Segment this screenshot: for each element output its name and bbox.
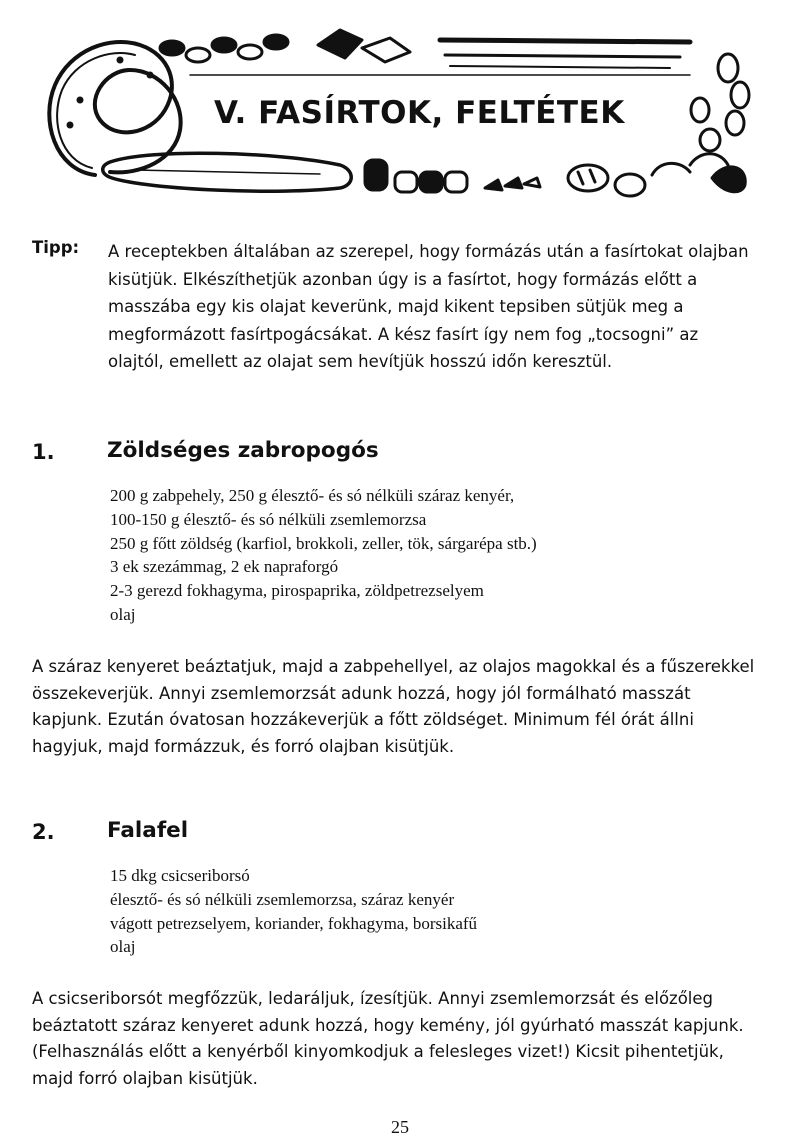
ingredient-item: élesztő- és só nélküli zsemlemorzsa, száraz kenyér [110, 889, 455, 909]
ingredient-list [110, 484, 537, 627]
crackers-icon [318, 30, 410, 62]
tip-label: Tipp: [32, 238, 80, 257]
ingredient-list [110, 864, 477, 959]
ingredient-item: 100-150 g élesztő- és só nélküli zsemlemorzsa [110, 509, 427, 529]
ingredient-item: 2-3 gerezd fokhagyma, pirospaprika, zöldpetrezselyem [110, 581, 484, 601]
ingredient-item: 15 dkg csicseriborsó [110, 866, 250, 885]
biscuits-icon [485, 178, 540, 190]
ingredient-item: 3 ek szezámmag, 2 ek napraforgó [110, 557, 339, 577]
ingredient-item: 200 g zabpehely, 250 g élesztő- és só nélküli száraz kenyér, [110, 486, 515, 505]
ingredient-item: olaj [110, 604, 136, 624]
recipe-number: 2. [32, 820, 55, 844]
recipe-number: 1. [32, 440, 55, 464]
method-text: A száraz kenyeret beáztatjuk, majd a zabpehellyel, az olajos magokkal és a fűszerekkel összekeverjük. Annyi zsemlemorzsát adunk hozzá, hogy jól formálható masszát kapjunk. Ezután óvatosan hozzákeverjük a főtt zöldséget. Minimum fél órát állni hagyjuk, majd formázzuk, és forró olajban kisütjük. [32, 657, 755, 756]
ingredient-item: olaj [110, 937, 136, 957]
ingredient-item: vágott petrezselyem, koriander, fokhagyma, borsikafű [110, 913, 478, 933]
chapter-title: V. FASÍRTOK, FELTÉTEK [214, 95, 625, 131]
ingredient-item: 250 g főtt zöldség (karfiol, brokkoli, zeller, tök, sárgarépa stb.) [110, 533, 537, 553]
sausage-chain-icon [690, 54, 749, 192]
cookies-row-icon [160, 35, 288, 62]
recipe-method [32, 654, 762, 760]
tip-text: A receptekben általában az szerepel, hogy formázás után a fasírtokat olajban kisütjük. Elkészíthetjük azonban úgy is a fasírtot, hogy formázás előtt a masszába egy kis olajat keverünk, majd kikent tepsiben sütjük meg a megformázott fasírtpogácsákat. A kész fasírt így nem fog „tocsogni” az olajtól, emellett az olajat sem hevítjük hosszú időn keresztül. [108, 242, 749, 371]
recipe-title: Zöldséges zabropogós [107, 438, 379, 463]
page-number: 25 [391, 1117, 409, 1137]
bread-loaves-icon [568, 163, 690, 196]
rolls-icon [365, 160, 467, 192]
baguette-icon [103, 153, 352, 191]
bread-sticks-icon [440, 40, 690, 68]
recipe-method [32, 986, 762, 1092]
recipe-title: Falafel [107, 818, 189, 843]
method-text: A csicseriborsót megfőzzük, ledaráljuk, ízesítjük. Annyi zsemlemorzsát és előzőleg beáztatott száraz kenyeret adunk hozzá, hogy kemény, jól gyúrható masszát kapjunk. (Felhasználás előtt a kenyérből kinyomkodjuk a felesleges vizet!) Kicsit pihentetjük, majd forró olajban kisütjük. [32, 989, 744, 1088]
